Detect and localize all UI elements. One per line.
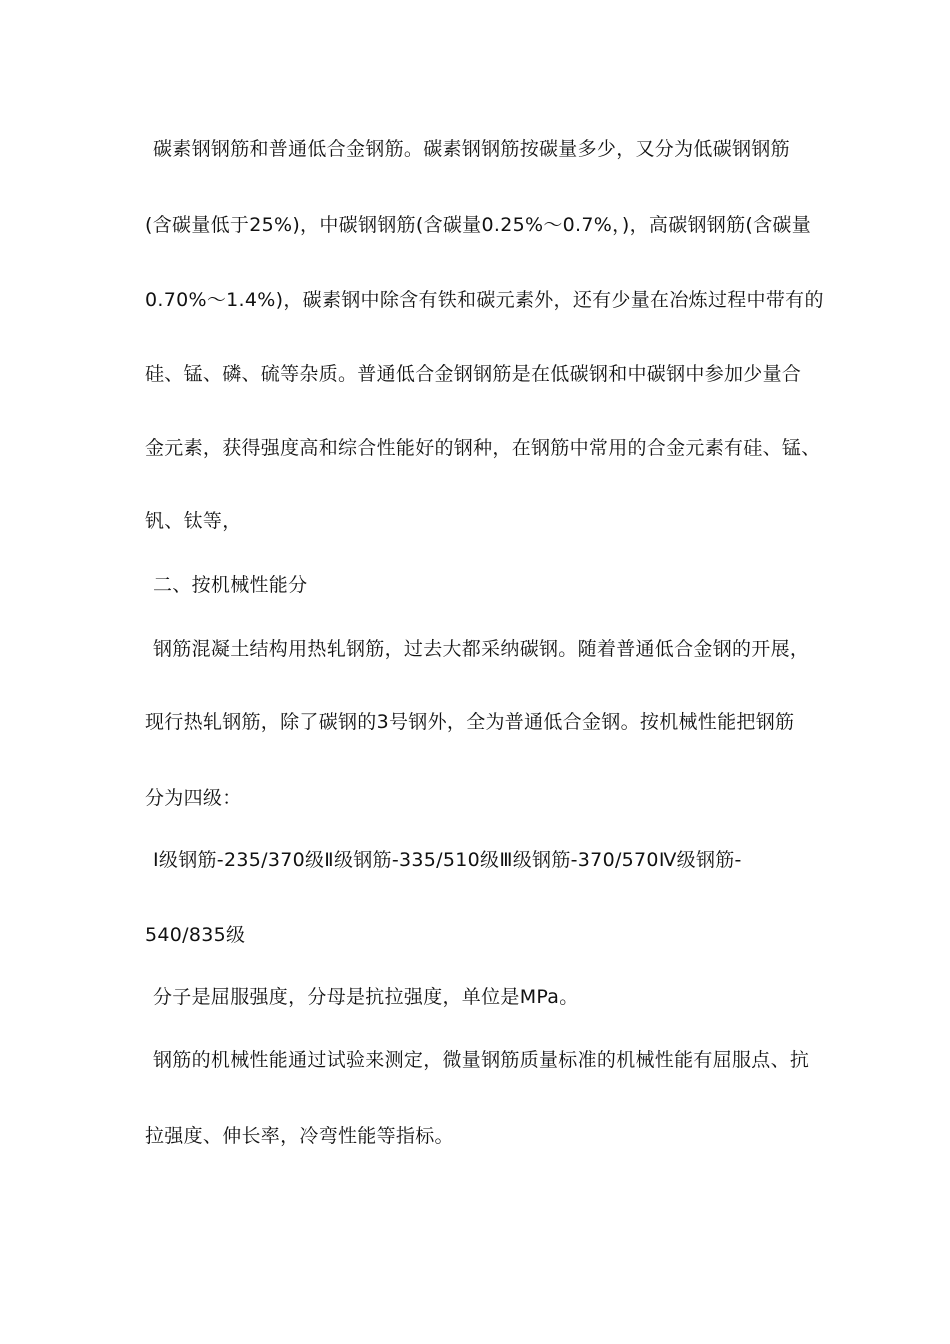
paragraph-line: 钒、钛等，	[145, 510, 242, 532]
paragraph-line: 0.70%～1.4%)，碳素钢中除含有铁和碳元素外，还有少量在冶炼过程中带有的	[145, 289, 824, 311]
section-heading: 二、按机械性能分	[153, 574, 308, 596]
paragraph-line: 金元素，获得强度高和综合性能好的钢种，在钢筋中常用的合金元素有硅、锰、	[145, 437, 821, 459]
paragraph-line: 540/835级	[145, 924, 246, 946]
paragraph-line: 钢筋混凝土结构用热轧钢筋，过去大都采纳碳钢。随着普通低合金钢的开展，	[153, 638, 810, 660]
paragraph-line: Ⅰ级钢筋-235/370级Ⅱ级钢筋-335/510级Ⅲ级钢筋-370/570Ⅳ级钢筋-	[153, 849, 742, 871]
paragraph-line: 硅、锰、磷、硫等杂质。普通低合金钢钢筋是在低碳钢和中碳钢中参加少量合	[145, 363, 802, 385]
paragraph-line: 分子是屈服强度，分母是抗拉强度，单位是MPa。	[153, 986, 579, 1008]
paragraph-line: 钢筋的机械性能通过试验来测定，微量钢筋质量标准的机械性能有屈服点、抗	[153, 1049, 810, 1071]
paragraph-line: (含碳量低于25%)，中碳钢钢筋(含碳量0.25%～0.7%，)，高碳钢钢筋(含碳量	[145, 214, 812, 236]
paragraph-line: 分为四级：	[145, 787, 242, 809]
paragraph-line: 碳素钢钢筋和普通低合金钢筋。碳素钢钢筋按碳量多少，又分为低碳钢钢筋	[153, 138, 790, 160]
paragraph-line: 现行热轧钢筋，除了碳钢的3号钢外，全为普通低合金钢。按机械性能把钢筋	[145, 711, 795, 733]
paragraph-line: 拉强度、伸长率，冷弯性能等指标。	[145, 1125, 454, 1147]
